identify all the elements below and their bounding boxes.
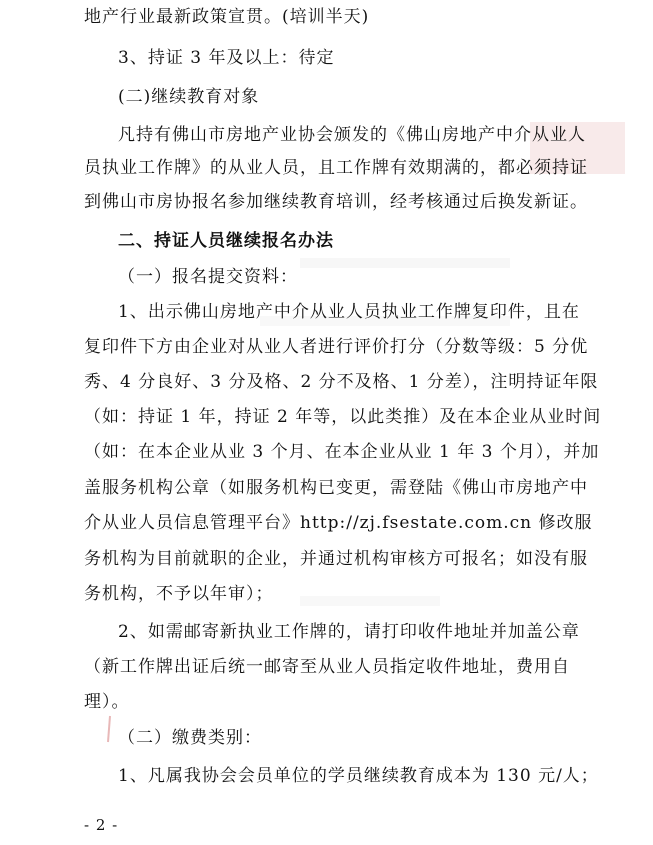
text-line-12: （如：持证 1 年，持证 2 年等，以此类推）及在本企业从业时间 [84,407,602,427]
page-number: - 2 - [84,816,119,834]
red-margin-mark [108,716,110,742]
text-line-18: 2、如需邮寄新执业工作牌的，请打印收件地址并加盖公章 [118,622,580,642]
text-line-22: 1、凡属我协会会员单位的学员继续教育成本为 130 元/人； [118,766,599,786]
text-line-9: 1、出示佛山房地产中介从业人员执业工作牌复印件，且在 [118,302,580,322]
text-line-1: 地产行业最新政策宣贯。(培训半天) [84,7,370,27]
text-line-19: （新工作牌出证后统一邮寄至从业人员指定收件地址，费用自 [84,657,570,677]
text-line-2: 3、持证 3 年及以上：待定 [118,48,335,68]
grey-bleed-band-3 [300,596,440,606]
text-line-10: 复印件下方由企业对从业人者进行评价打分（分数等级：5 分优 [84,337,589,357]
text-line-11: 秀、4 分良好、3 分及格、2 分不及格、1 分差），注明持证年限 [84,372,599,392]
text-line-17: 务机构，不予以年审）； [84,584,274,604]
text-line-15-with-url: 介从业人员信息管理平台》http://zj.fsestate.com.cn 修改服 [84,513,593,533]
text-line-13: （如：在本企业从业 3 个月、在本企业从业 1 年 3 个月），并加 [84,442,600,462]
text-line-6: 到佛山市房协报名参加继续教育培训，经考核通过后换发新证。 [84,192,588,212]
section-heading-registration-method: 二、持证人员继续报名办法 [118,231,334,251]
text-line-5: 员执业工作牌》的从业人员，且工作牌有效期满的，都必须持证 [84,158,588,178]
subheading-required-documents: （一）报名提交资料： [118,267,298,287]
section-subheading-continuing-education-target: (二)继续教育对象 [118,87,260,107]
text-line-20: 理）。 [84,692,130,712]
text-line-16: 务机构为目前就职的企业，并通过机构审核方可报名；如没有服 [84,549,588,569]
text-line-14: 盖服务机构公章（如服务机构已变更，需登陆《佛山市房地产中 [84,478,588,498]
text-line-4: 凡持有佛山市房地产业协会颁发的《佛山房地产中介从业人 [118,125,586,145]
grey-bleed-band-1 [300,258,510,268]
subheading-fee-categories: （二）缴费类别： [118,728,262,748]
